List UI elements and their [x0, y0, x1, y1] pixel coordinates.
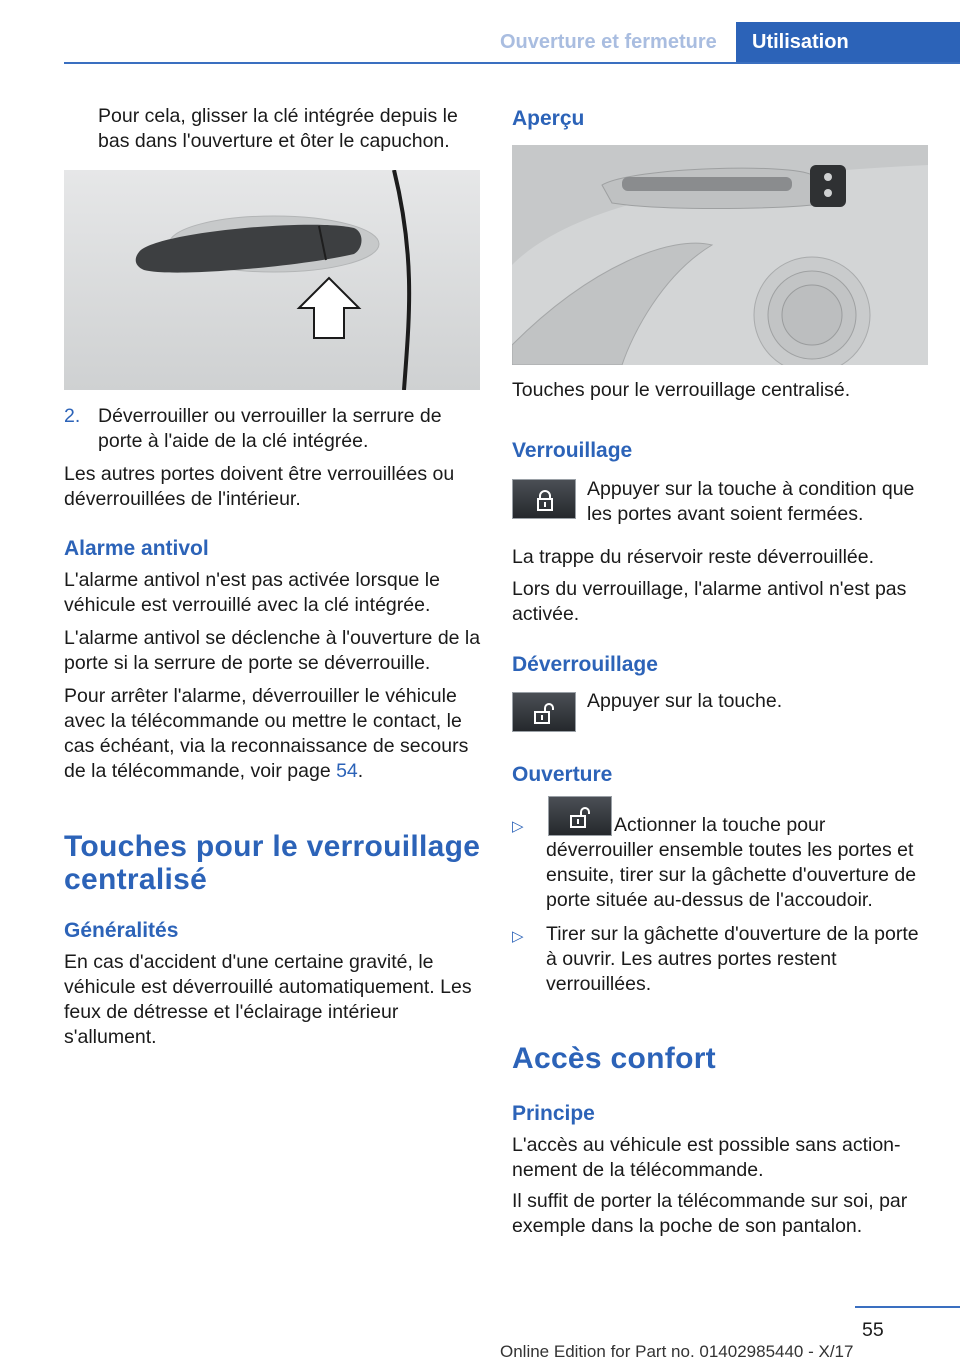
footer-rule — [855, 1306, 960, 1308]
central-locking-heading: Touches pour le verrouillage centralisé — [64, 830, 481, 896]
other-doors-text: Les autres portes doivent être verrouillées ou déverrouillées de l'intérieur. — [64, 463, 455, 510]
step-2-number: 2. — [64, 405, 81, 427]
unlock-button-icon — [512, 692, 576, 732]
open-item-1: ▷ Actionner la touche pour déverrouiller ensemble toutes les portes et ensuite, tirer sur la gâchette d'ouverture de porte située au-dessus de l'accoudoir. — [512, 796, 930, 913]
principle-text-2: Il suffit de porter la télécommande sur soi, par exemple dans la poche de son pantalon. — [512, 1190, 908, 1237]
alarm-p1: L'alarme antivol n'est pas activée lorsque le véhicule est verrouillé avec la clé intégrée. — [64, 569, 440, 616]
bullet-icon: ▷ — [512, 928, 524, 945]
page-number: 55 — [862, 1319, 884, 1341]
unlock-text: Appuyer sur la touche. — [587, 690, 783, 712]
general-text: En cas d'accident d'une certaine gravité, le véhicule est déverrouillé automatiquement. Les feux de détresse et l'éclairage intérieur s'allument. — [64, 951, 472, 1048]
lock-text: Appuyer sur la touche à condition que les portes avant soient fermées. — [587, 478, 915, 525]
comfort-access-heading: Accès confort — [512, 1042, 716, 1075]
unlock-button-icon-inline — [548, 796, 612, 836]
general-heading: Généralités — [64, 919, 179, 942]
overview-caption: Touches pour le verrouillage centralisé. — [512, 379, 851, 401]
lock-text-3: Lors du verrouillage, l'alarme antivol n'est pas activée. — [512, 578, 907, 625]
intro-text: Pour cela, glisser la clé intégrée depuis le bas dans l'ouverture et ôter le capuchon. — [98, 105, 458, 152]
open-heading: Ouverture — [512, 763, 613, 786]
alarm-heading: Alarme antivol — [64, 537, 209, 560]
lock-text-2: La trappe du réservoir reste déverrouillée. — [512, 546, 875, 568]
page-link[interactable]: 54 — [336, 760, 358, 782]
open-item-2: ▷ Tirer sur la gâchette d'ouverture de la porte à ouvrir. Les autres portes restent verrouillées. — [512, 923, 919, 995]
alarm-p3: Pour arrêter l'alarme, déverrouiller le véhicule avec la télécommande ou mettre le contact, le cas échéant, via la reconnaissance de secours de la télécommande, voir page 54. — [64, 685, 469, 782]
edition-footer: Online Edition for Part no. 01402985440 - X/17 — [500, 1342, 854, 1361]
header-section: Ouverture et fermeture — [500, 31, 717, 53]
step-2: 2. Déverrouiller ou verrouiller la serrure de porte à l'aide de la clé intégrée. — [64, 405, 442, 452]
lock-heading: Verrouillage — [512, 439, 633, 462]
principle-text-1: L'accès au véhicule est possible sans actionnement de la télécommande. — [512, 1134, 901, 1181]
lock-button-icon — [512, 479, 576, 519]
principle-heading: Principe — [512, 1102, 595, 1125]
bullet-icon: ▷ — [512, 818, 524, 835]
overview-heading: Aperçu — [512, 107, 585, 130]
alarm-p2: L'alarme antivol se déclenche à l'ouverture de la porte si la serrure de porte se déverrouille. — [64, 627, 481, 674]
door-panel-figure — [512, 145, 928, 365]
header-rule — [64, 62, 960, 64]
unlock-heading: Déverrouillage — [512, 653, 658, 676]
header-tab: Utilisation — [736, 22, 960, 62]
door-handle-figure — [64, 170, 480, 390]
